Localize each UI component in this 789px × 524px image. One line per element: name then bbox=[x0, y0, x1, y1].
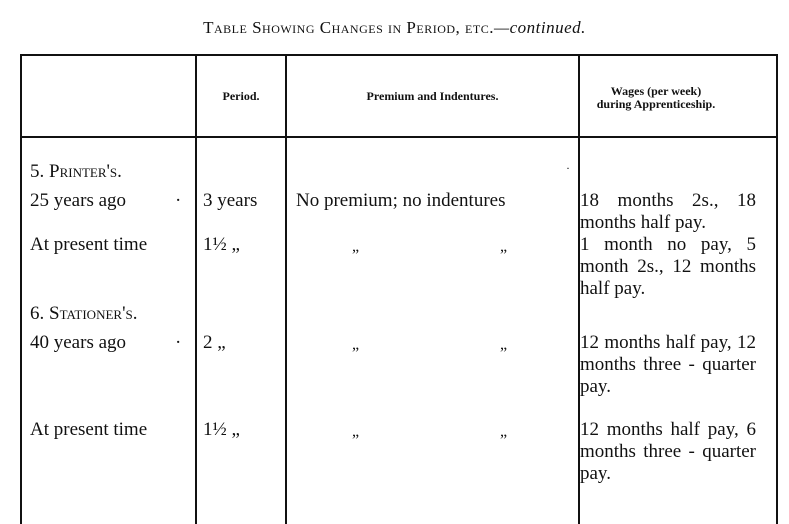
row-dot: · bbox=[175, 332, 182, 353]
table-title bbox=[0, 18, 789, 38]
header-wages: Wages (per week) during Apprenticeship. bbox=[596, 84, 716, 111]
ditto-mark: „ bbox=[500, 238, 508, 255]
ditto-mark: „ bbox=[352, 238, 360, 255]
header-divider bbox=[22, 136, 776, 138]
row-label: 25 years ago bbox=[30, 190, 127, 211]
row-period: 1½ „ bbox=[203, 234, 240, 255]
small-mark: · bbox=[566, 161, 570, 175]
section-heading-printers: 5. Printer's. bbox=[30, 161, 122, 182]
header-period: Period. bbox=[222, 88, 260, 103]
ditto-mark: „ bbox=[500, 423, 508, 440]
row-period: 1½ „ bbox=[203, 419, 240, 440]
row-period: 3 years bbox=[203, 190, 258, 211]
row-dot: · bbox=[175, 190, 182, 211]
ditto-mark: „ bbox=[352, 336, 360, 353]
row-wages: 18 months 2s., 18 months half pay. bbox=[580, 190, 756, 233]
title-continued: —continued. bbox=[493, 18, 586, 37]
row-label: At present time bbox=[30, 419, 148, 440]
title-main: Table Showing Changes in Period, etc. bbox=[203, 18, 494, 37]
row-label: At present time bbox=[30, 234, 148, 255]
row-wages: 12 months half pay, 12 months three - quarter pay. bbox=[580, 332, 756, 397]
ditto-mark: „ bbox=[500, 336, 508, 353]
header-premium: Premium and Indentures. bbox=[366, 88, 499, 103]
ditto-mark: „ bbox=[352, 423, 360, 440]
row-label: 40 years ago bbox=[30, 332, 127, 353]
row-wages: 12 months half pay, 6 months three - quarter pay. bbox=[580, 419, 756, 484]
row-premium: No premium; no indentures bbox=[296, 190, 506, 211]
row-wages: 1 month no pay, 5 month 2s., 12 months half pay. bbox=[580, 234, 756, 299]
row-period: 2 „ bbox=[203, 332, 226, 353]
section-heading-stationers: 6. Stationer's. bbox=[30, 303, 138, 324]
